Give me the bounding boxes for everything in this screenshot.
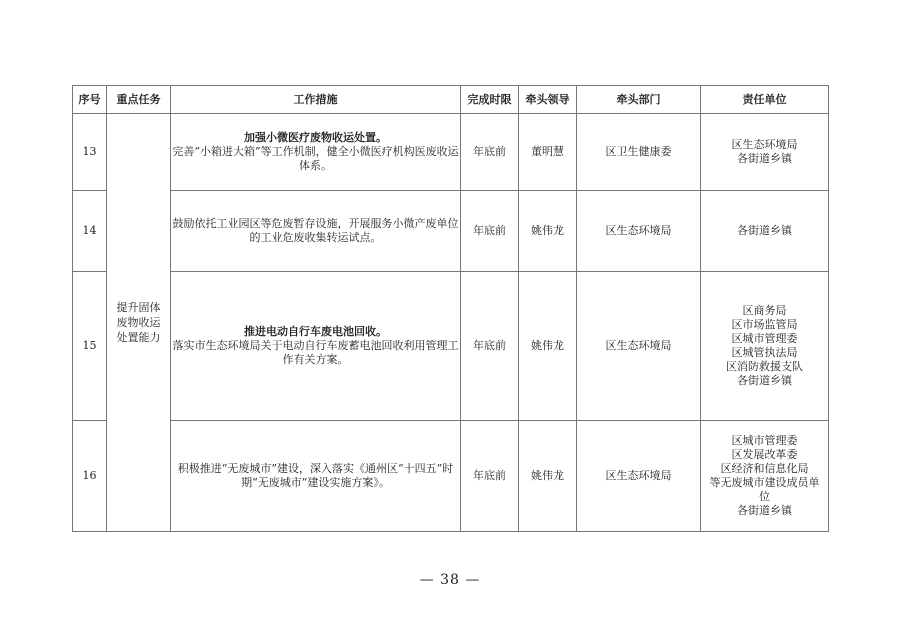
table-header-row	[73, 86, 829, 114]
page-number: — 38 —	[419, 572, 481, 588]
lead-dept: 区生态环境局	[577, 421, 701, 532]
unit-item: 各街道乡镇	[737, 504, 792, 517]
unit-item: 位	[759, 490, 770, 503]
lead-leader: 董明慧	[519, 114, 577, 191]
table-row	[73, 114, 829, 191]
key-task-line: 处置能力	[116, 331, 161, 344]
row-no: 14	[73, 191, 107, 272]
table-row	[73, 191, 829, 272]
measure-body: 积极推进“无废城市”建设，深入落实《通州区“十四五”时期“无废城市”建设实施方案》。	[177, 462, 454, 489]
measure-body: 鼓励依托工业园区等危废暂存设施，开展服务小微产废单位的工业危废收集转运试点。	[172, 217, 459, 244]
deadline: 年底前	[461, 421, 519, 532]
lead-dept: 区卫生健康委	[577, 114, 701, 191]
measure-cell	[171, 272, 461, 421]
measure-title: 推进电动自行车废电池回收。	[244, 325, 387, 338]
lead-leader: 姚伟龙	[519, 421, 577, 532]
key-task-cell	[107, 114, 171, 532]
unit-item: 区城市管理委	[731, 434, 798, 447]
measure-body: 完善“小箱进大箱”等工作机制，健全小微医疗机构医废收运体系。	[172, 145, 459, 172]
header-key-task: 重点任务	[107, 86, 171, 114]
key-task-line: 废物收运	[116, 316, 161, 329]
unit-item: 区商务局	[742, 304, 787, 317]
header-responsible-units: 责任单位	[701, 86, 829, 114]
unit-item: 各街道乡镇	[737, 374, 792, 387]
responsible-units	[701, 114, 829, 191]
row-no: 16	[73, 421, 107, 532]
unit-item: 等无废城市建设成员单	[709, 476, 820, 489]
lead-dept: 区生态环境局	[577, 272, 701, 421]
responsible-units	[701, 421, 829, 532]
unit-item: 各街道乡镇	[737, 152, 792, 165]
unit-item: 区城管执法局	[731, 346, 798, 359]
deadline: 年底前	[461, 191, 519, 272]
lead-dept: 区生态环境局	[577, 191, 701, 272]
key-task-line: 提升固体	[116, 301, 161, 314]
table-row	[73, 421, 829, 532]
header-lead-dept: 牵头部门	[577, 86, 701, 114]
row-no: 15	[73, 272, 107, 421]
measure-body: 落实市生态环境局关于电动自行车废蓄电池回收利用管理工作有关方案。	[172, 339, 459, 366]
measure-title: 加强小微医疗废物收运处置。	[244, 131, 387, 144]
lead-leader: 姚伟龙	[519, 272, 577, 421]
unit-item: 各街道乡镇	[737, 224, 792, 237]
header-measures: 工作措施	[171, 86, 461, 114]
row-no: 13	[73, 114, 107, 191]
task-table	[72, 85, 829, 532]
deadline: 年底前	[461, 272, 519, 421]
lead-leader: 姚伟龙	[519, 191, 577, 272]
header-deadline: 完成时限	[461, 86, 519, 114]
responsible-units	[701, 272, 829, 421]
unit-item: 区发展改革委	[731, 448, 798, 461]
unit-item: 区生态环境局	[731, 138, 798, 151]
measure-cell	[171, 191, 461, 272]
header-lead-leader: 牵头领导	[519, 86, 577, 114]
table-row	[73, 272, 829, 421]
measure-cell	[171, 114, 461, 191]
unit-item: 区经济和信息化局	[720, 462, 809, 475]
unit-item: 区市场监管局	[731, 318, 798, 331]
header-no: 序号	[73, 86, 107, 114]
responsible-units	[701, 191, 829, 272]
unit-item: 区城市管理委	[731, 332, 798, 345]
deadline: 年底前	[461, 114, 519, 191]
measure-cell	[171, 421, 461, 532]
unit-item: 区消防救援支队	[726, 360, 803, 373]
